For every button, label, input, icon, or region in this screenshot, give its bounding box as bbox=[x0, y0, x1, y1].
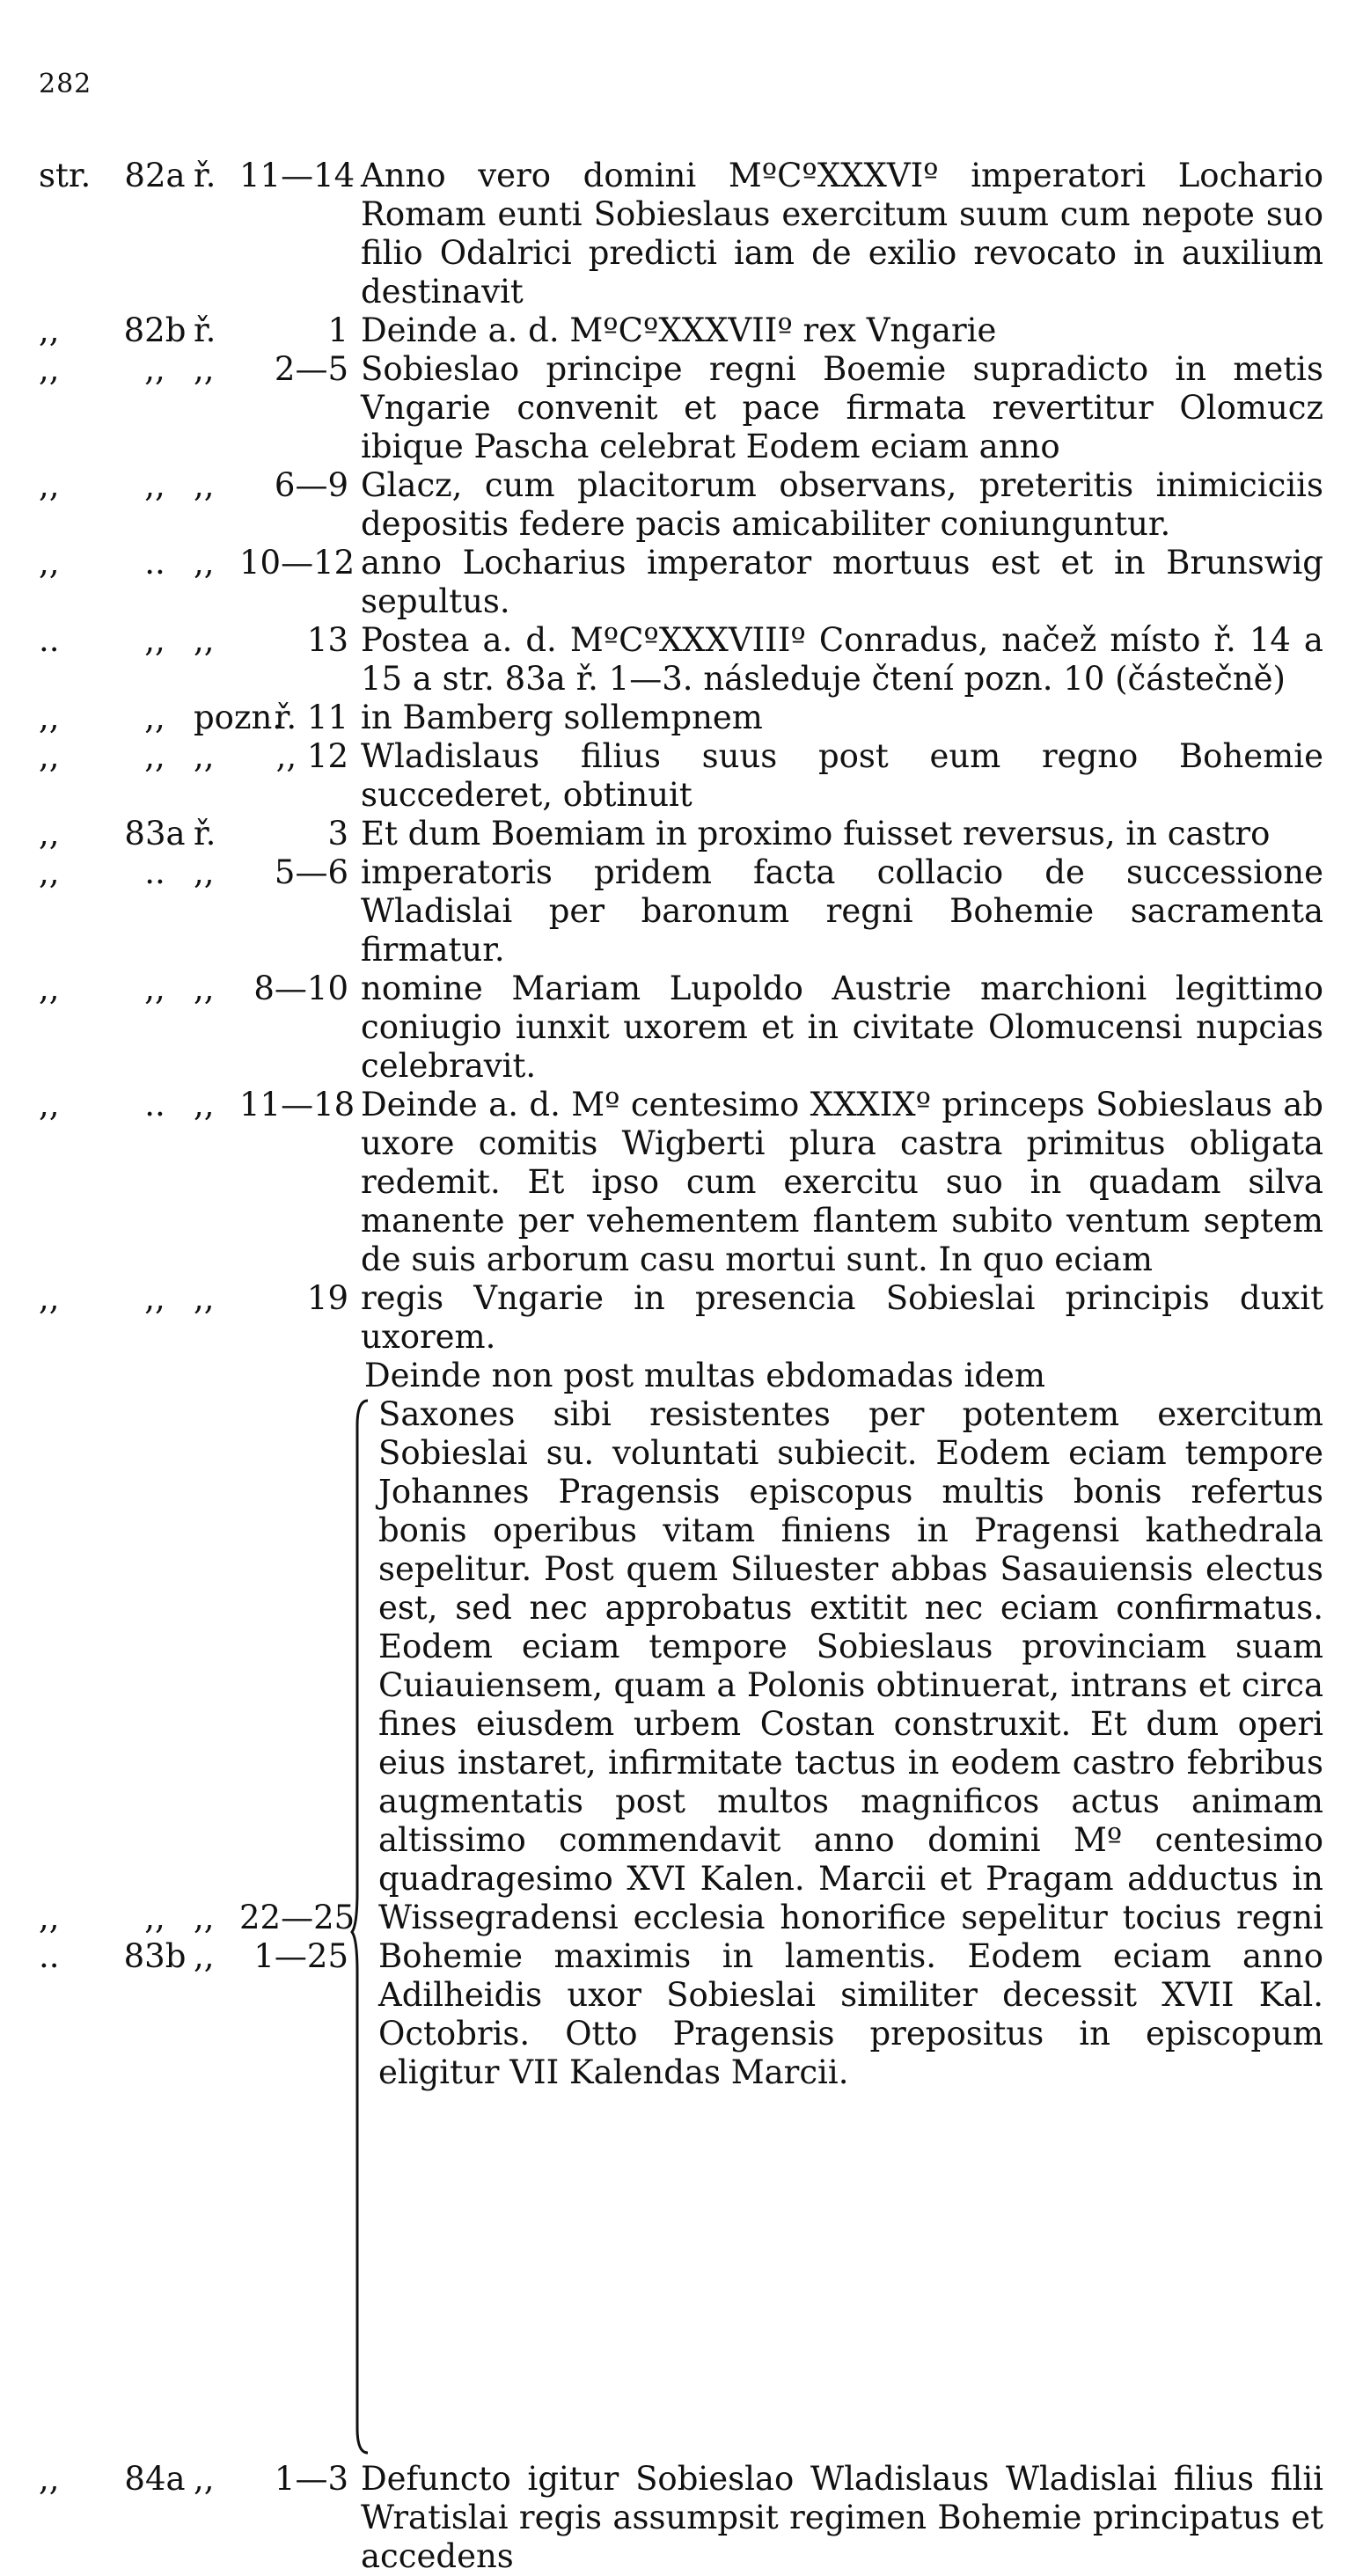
line-reference: ,, ,, ,, 2—5 bbox=[39, 350, 348, 388]
entry-text: Sobieslao principe regni Boemie supradicto in metis Vngarie convenit et pace firmata revertitur Olomucz ibique Pascha celebrat Eodem eciam anno bbox=[361, 350, 1323, 465]
list-item bbox=[39, 621, 1323, 699]
entry-text: Deinde a. d. Mº centesimo XXXIXº princeps Sobieslaus ab uxore comitis Wigberti plura castra primitus obligata redemit. Et ipso cum exercitu suo in quadam silva manente per vehementem flantem subito ventum septem de suis arborum casu mortui sunt. In quo eciam bbox=[361, 1086, 1323, 1278]
entry-text: in Bamberg sollempnem bbox=[361, 699, 763, 736]
line-reference: ,, ,, ,, 22—25 bbox=[39, 1899, 355, 1936]
list-item bbox=[39, 157, 1323, 311]
line-reference: ,, 82b ř. 1 bbox=[39, 311, 348, 349]
list-item bbox=[39, 311, 1323, 350]
bracket-block bbox=[39, 1395, 1323, 2460]
entry-text: Defuncto igitur Sobieslao Wladislaus Wladislai filius filii Wratislai regis assumpsit regimen Bohemie principatus et accedens bbox=[361, 2460, 1323, 2575]
list-item bbox=[39, 853, 1323, 970]
line-reference: ,, 83a ř. 3 bbox=[39, 815, 348, 853]
entry-text: nomine Mariam Lupoldo Austrie marchioni legittimo coniugio iunxit uxorem et in civitate Olomucensi nupcias celebravit. bbox=[361, 970, 1323, 1085]
line-reference: ,, ,, ,, 8—10 bbox=[39, 970, 348, 1007]
entries-list bbox=[39, 157, 1323, 2576]
entry-text: Et dum Boemiam in proximo fuisset reversus, in castro bbox=[361, 815, 1271, 853]
list-item bbox=[39, 1279, 1323, 1357]
list-item bbox=[39, 466, 1323, 544]
entry-text: Anno vero domini MºCºXXXVIº imperatori Lochario Romam eunti Sobieslaus exercitum suum cum nepote suo filio Odalrici predicti iam de exilio revocato in auxilium destinavit bbox=[361, 157, 1323, 311]
page-number: 282 bbox=[39, 69, 92, 99]
list-item bbox=[39, 970, 1323, 1086]
list-item bbox=[39, 699, 1323, 737]
entry-text: anno Locharius imperator mortuus est et in Brunswig sepultus. bbox=[361, 544, 1323, 620]
line-reference: .. ,, ,, 13 bbox=[39, 621, 348, 659]
line-reference: str. 82a ř. 11—14 bbox=[39, 157, 355, 194]
curly-brace-icon bbox=[350, 1399, 370, 2455]
list-item bbox=[39, 350, 1323, 466]
line-reference: ,, ,, pozn. ř. 11 bbox=[39, 699, 348, 736]
list-item bbox=[39, 815, 1323, 853]
list-item bbox=[39, 1086, 1323, 1279]
list-item bbox=[39, 544, 1323, 621]
line-reference: .. 83b ,, 1—25 bbox=[39, 1937, 348, 1975]
entry-text: Glacz, cum placitorum observans, preteritis inimiciciis depositis federe pacis amicabiliter coniunguntur. bbox=[361, 466, 1323, 543]
line-reference: ,, 84a ,, 1—3 bbox=[39, 2460, 348, 2498]
line-reference: ,, .. ,, 10—12 bbox=[39, 544, 355, 582]
line-reference: ,, .. ,, 11—18 bbox=[39, 1086, 355, 1123]
bracket-lead-text: Deinde non post multas ebdomadas idem bbox=[364, 1357, 1045, 1394]
bracket-text: Saxones sibi resistentes per potentem exercitum Sobieslai su. voluntati subiecit. Eodem eciam tempore Johannes Pragensis episcopus multis bonis refertus bonis operibus vitam finiens in Pragensi kathedrala sepelitur. Post quem Siluester abbas Sasauiensis electus est, sed nec approbatus extitit nec eciam confirmatus. Eodem eciam tempore Sobieslaus provinciam suam Cuiauiensem, quam a Polonis obtinuerat, intrans et circa fines eiusdem urbem Costan construxit. Et dum operi eius instaret, infirmitate tactus in eodem castro febribus augmentatis post multos magnificos actus animam altissimo commendavit anno domini Mº centesimo quadragesimo XVI Kalen. Marcii et Pragam adductus in Wissegradensi ecclesia honorifice sepelitur tocius regni Bohemie maximis in lamentis. Eodem eciam anno Adilheidis uxor Sobieslai similiter decessit XVII Kal. Octobris. Otto Pragensis prepositus in episcopum eligitur VII Kalendas Marcii. bbox=[378, 1395, 1323, 2091]
line-reference: ,, ,, ,, ,, 12 bbox=[39, 737, 348, 775]
entry-text: imperatoris pridem facta collacio de successione Wladislai per baronum regni Bohemie sacramenta firmatur. bbox=[361, 853, 1323, 969]
entry-text: Postea a. d. MºCºXXXVIIIº Conradus, načež místo ř. 14 a 15 a str. 83a ř. 1—3. následuje čtení pozn. 10 (částečně) bbox=[361, 621, 1323, 698]
line-reference: ,, .. ,, 5—6 bbox=[39, 853, 348, 891]
entry-text: regis Vngarie in presencia Sobieslai principis duxit uxorem. bbox=[361, 1279, 1323, 1356]
list-item bbox=[39, 2460, 1323, 2576]
bracket-references bbox=[39, 1395, 373, 2460]
line-reference: ,, ,, ,, 19 bbox=[39, 1279, 348, 1317]
entry-text: Deinde a. d. MºCºXXXVIIº rex Vngarie bbox=[361, 311, 997, 349]
entry-text: Wladislaus filius suus post eum regno Bohemie succederet, obtinuit bbox=[361, 737, 1323, 814]
list-item bbox=[39, 737, 1323, 815]
line-reference: ,, ,, ,, 6—9 bbox=[39, 466, 348, 504]
